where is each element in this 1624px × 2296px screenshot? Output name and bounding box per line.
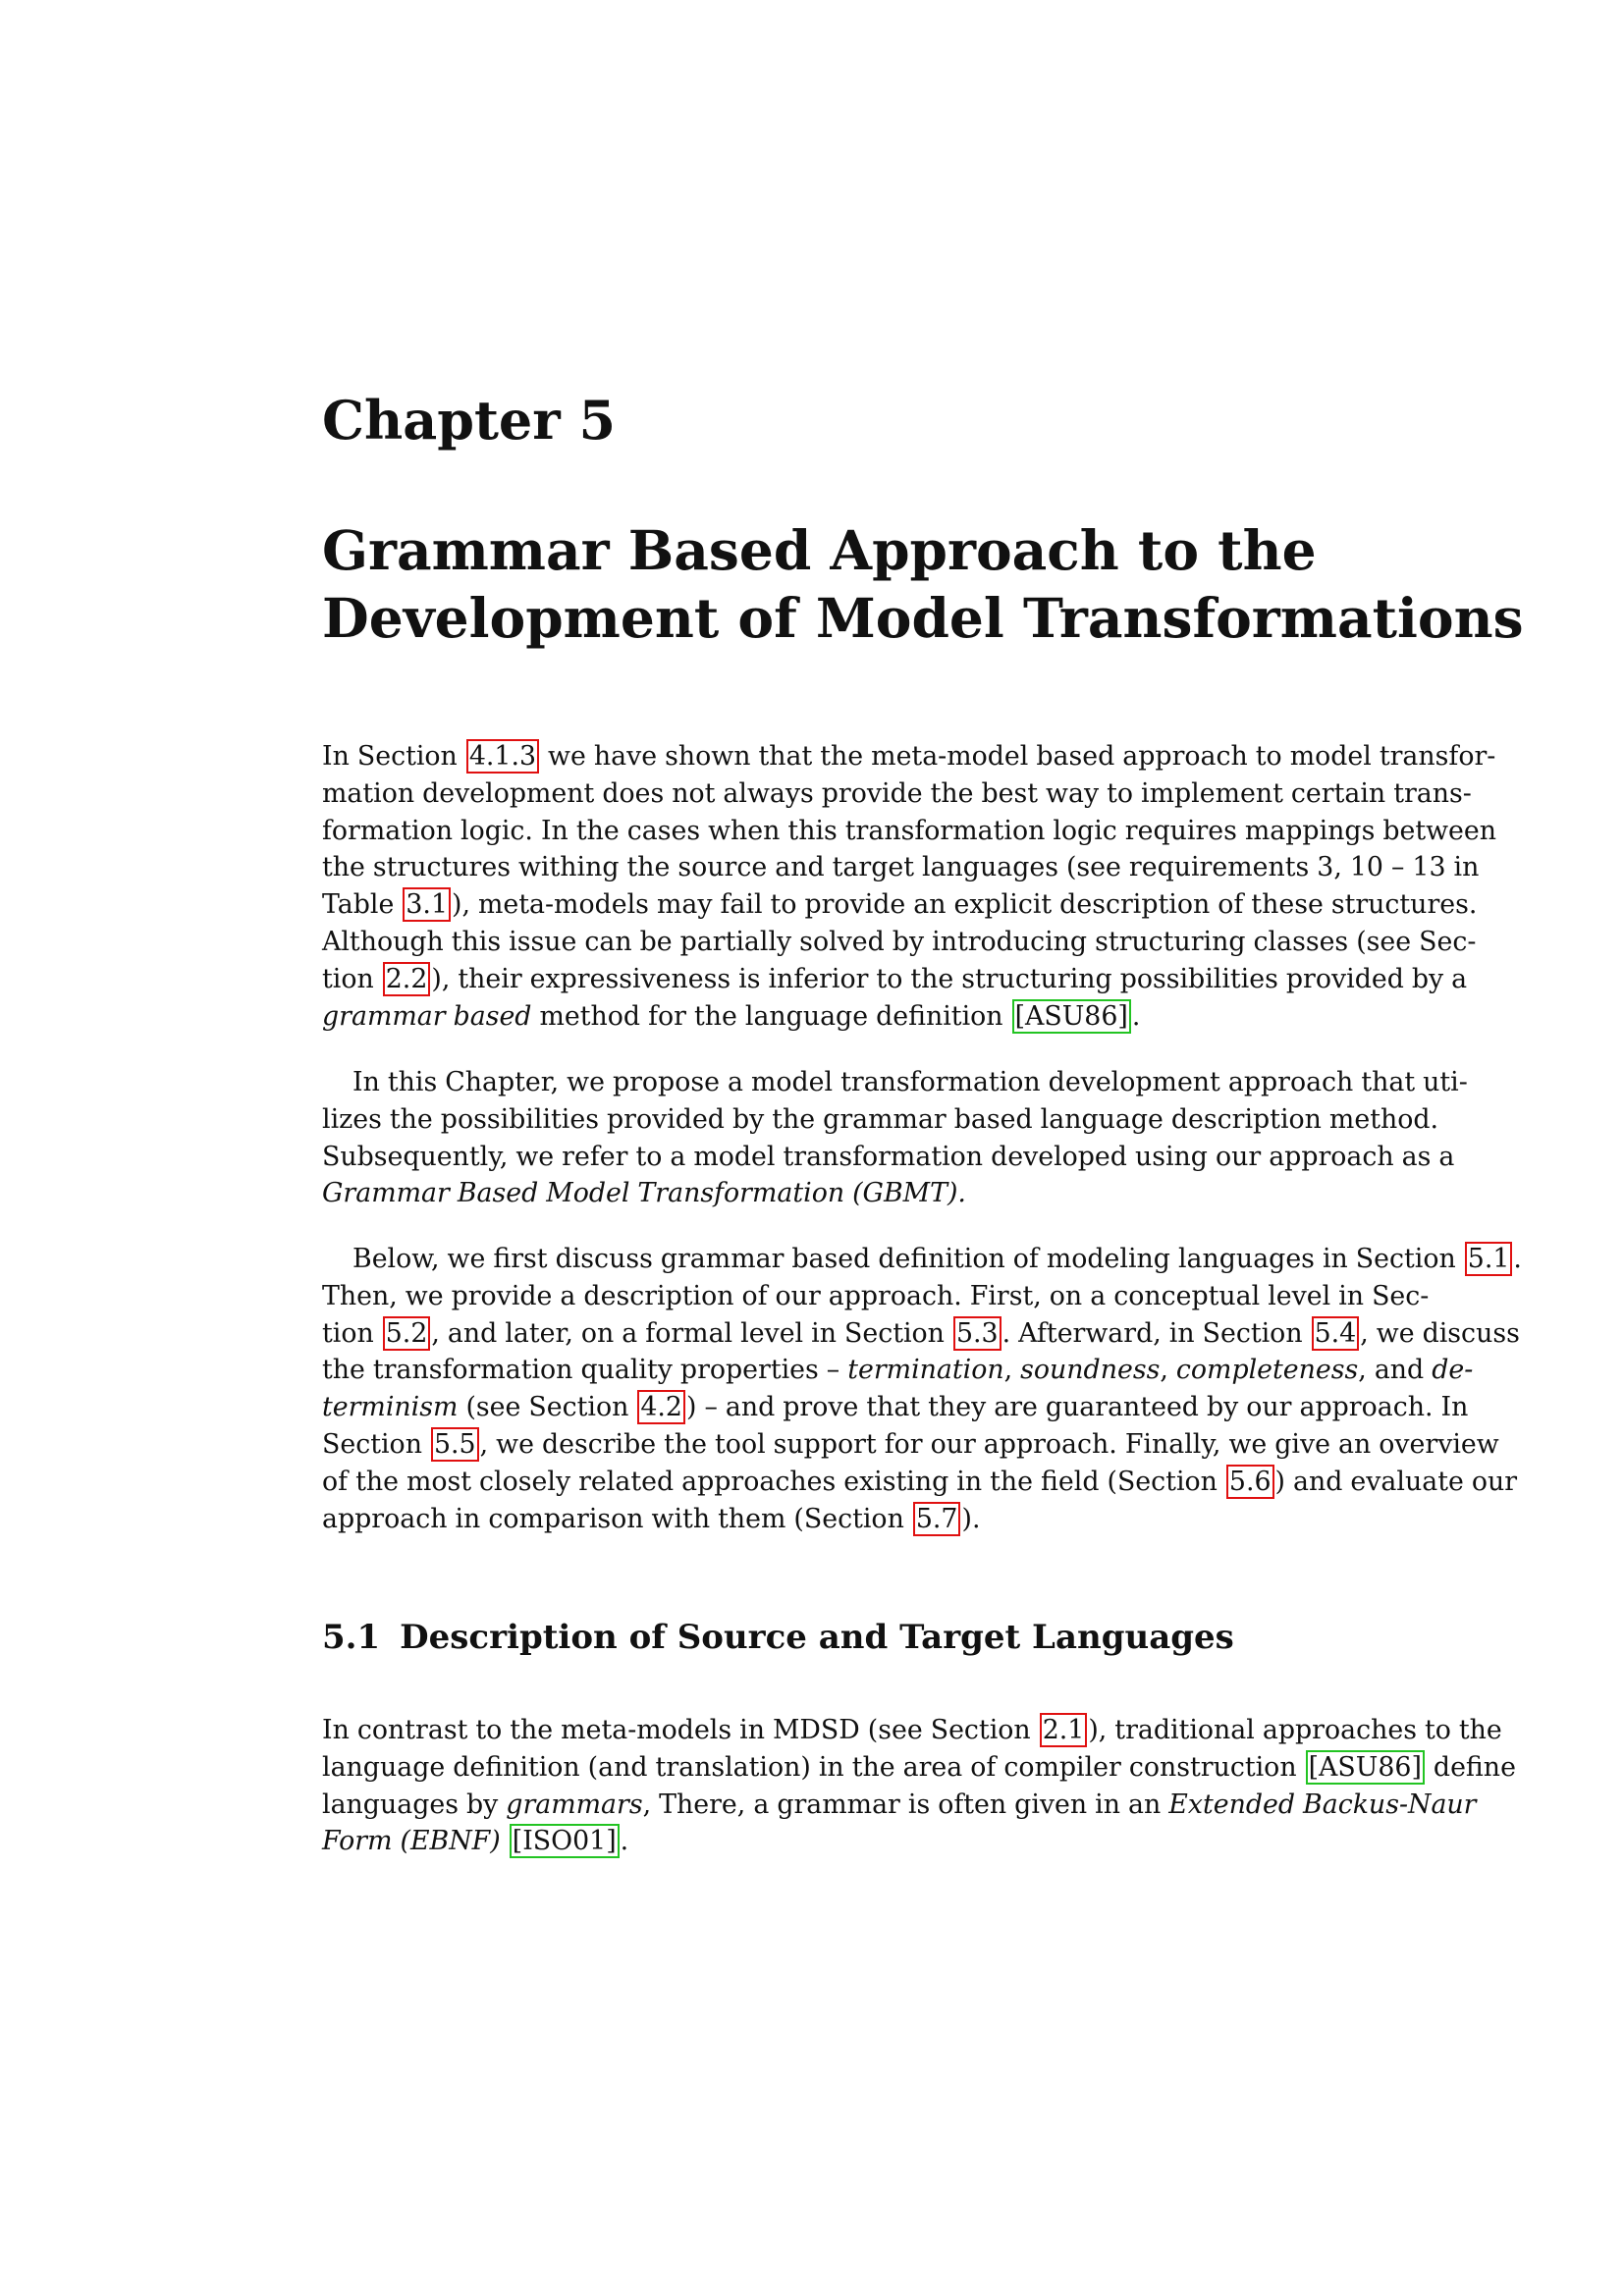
- text-line: Then, we provide a description of our approach. First, on a conceptual level in Sec-: [322, 1280, 1430, 1311]
- citation-link[interactable]: [ASU86]: [1306, 1750, 1425, 1785]
- text-line: formation logic. In the cases when this transformation logic requires mappings between: [322, 815, 1497, 846]
- text-line: the structures withing the source and target languages (see requirements 3, 10 – 13 in: [322, 852, 1480, 883]
- section-ref-link[interactable]: 5.5: [431, 1427, 479, 1462]
- text-line: lizes the possibilities provided by the grammar based language description method.: [322, 1103, 1439, 1135]
- section-ref-link[interactable]: 4.2: [637, 1390, 685, 1424]
- text-line: Table 3.1 ), meta-models may fail to provide an explicit description of these structures.: [322, 889, 1478, 921]
- chapter-title: [322, 516, 1524, 652]
- section-ref-link[interactable]: 5.4: [1312, 1316, 1360, 1351]
- section-ref-link[interactable]: 5.7: [913, 1502, 961, 1536]
- text-line: language definition (and translation) in the area of compiler construction [ASU86] define: [322, 1751, 1516, 1783]
- section-ref-link[interactable]: 5.2: [383, 1316, 431, 1351]
- table-ref-link[interactable]: 3.1: [403, 887, 451, 922]
- text-line: of the most closely related approaches existing in the field (Section 5.6 ) and evaluate our: [322, 1466, 1518, 1497]
- chapter-title-line: Grammar Based Approach to the: [322, 518, 1317, 582]
- text-line: Although this issue can be partially solved by introducing structuring classes (see Sec-: [322, 926, 1477, 957]
- section-ref-link[interactable]: 5.6: [1226, 1465, 1274, 1499]
- section-ref-link[interactable]: 4.1.3: [466, 739, 539, 774]
- section-number: 5.1: [322, 1618, 381, 1657]
- text-line: mation development does not always provide the best way to implement certain trans-: [322, 777, 1472, 809]
- section-ref-link[interactable]: 5.1: [1465, 1242, 1513, 1276]
- chapter-label: Chapter 5: [322, 389, 617, 452]
- text-line: In contrast to the meta-models in MDSD (see Section 2.1 ), traditional approaches to the: [322, 1715, 1502, 1745]
- citation-link[interactable]: [ASU86]: [1012, 999, 1131, 1034]
- section-title: Description of Source and Target Languages: [400, 1618, 1234, 1657]
- chapter-title-line: Development of Model Transformations: [322, 586, 1524, 650]
- text-line: In this Chapter, we propose a model transformation development approach that uti-: [352, 1067, 1468, 1097]
- text-line: Form (EBNF) [ISO01] .: [322, 1826, 629, 1857]
- text-line: terminism (see Section 4.2 ) – and prove that they are guaranteed by our approach. In: [322, 1392, 1469, 1423]
- text-line: Below, we first discuss grammar based definition of modeling languages in Section 5.1 .: [352, 1244, 1522, 1274]
- text-line: tion 2.2 ), their expressiveness is inferior to the structuring possibilities provided by a: [322, 963, 1468, 994]
- paragraph-approach: [322, 1064, 1468, 1212]
- paragraph-overview: [322, 1241, 1522, 1537]
- text-line: In Section 4.1.3 we have shown that the meta-model based approach to model transfor-: [322, 741, 1496, 772]
- citation-link[interactable]: [ISO01]: [510, 1824, 620, 1858]
- text-line: the transformation quality properties – termination, soundness, completeness, and de-: [322, 1355, 1474, 1386]
- text-line: grammar based method for the language definition [ASU86] .: [322, 1000, 1141, 1032]
- text-line: languages by grammars, There, a grammar is often given in an Extended Backus-Naur: [322, 1789, 1477, 1820]
- text-line: approach in comparison with them (Section 5.7 ).: [322, 1503, 981, 1534]
- section-ref-link[interactable]: 2.1: [1040, 1713, 1088, 1747]
- paragraph-section-intro: [322, 1712, 1516, 1860]
- text-line: Grammar Based Model Transformation (GBMT).: [322, 1178, 966, 1209]
- text-line: Subsequently, we refer to a model transformation developed using our approach as a: [322, 1141, 1455, 1172]
- section-heading: [322, 1616, 1234, 1659]
- paragraph-intro: [322, 738, 1497, 1035]
- text-line: tion 5.2 , and later, on a formal level in Section 5.3 . Afterward, in Section 5.4 , we discuss: [322, 1317, 1520, 1349]
- section-ref-link[interactable]: 5.3: [953, 1316, 1001, 1351]
- text-line: Section 5.5 , we describe the tool support for our approach. Finally, we give an overview: [322, 1428, 1499, 1460]
- section-ref-link[interactable]: 2.2: [383, 962, 431, 996]
